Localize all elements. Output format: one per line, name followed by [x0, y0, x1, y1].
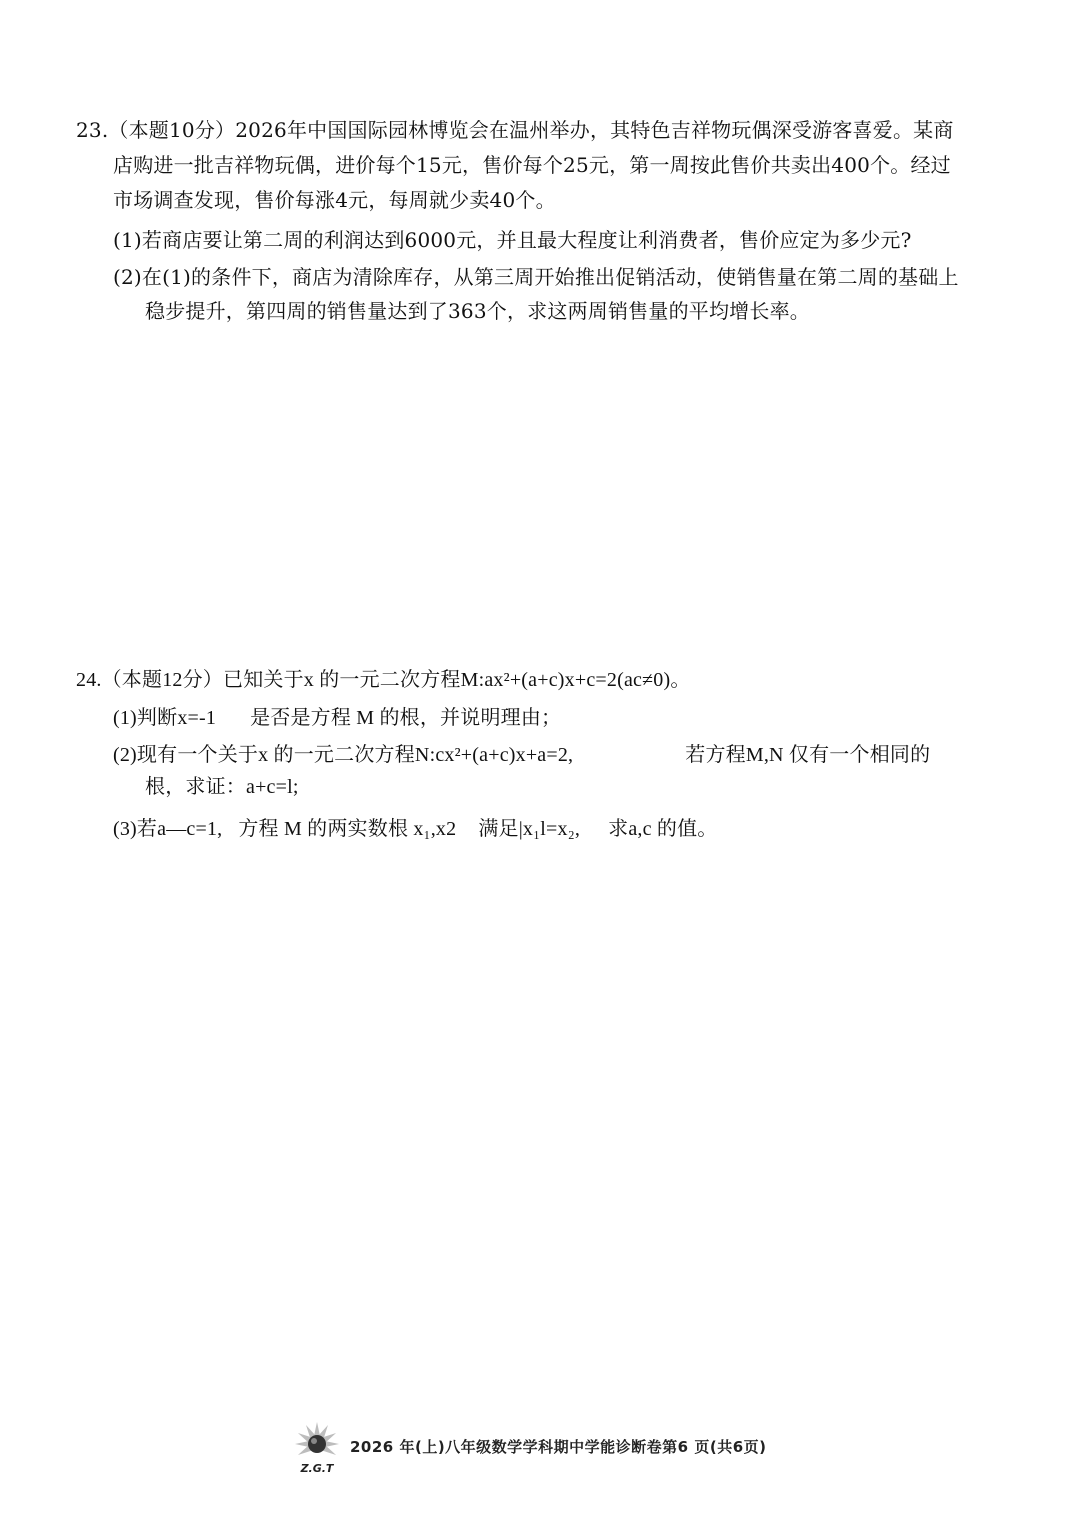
q24-part-2-text-a: (2)现有一个关于x 的一元二次方程N:cx²+(a+c)x+a=2, [113, 744, 574, 766]
q24-part-2-line-2: 根，求证：a+c=l; [145, 776, 299, 798]
q23-part-2-line-1: (2)在(1)的条件下，商店为清除库存，从第三周开始推出促销活动，使销售量在第二周的基础上 [113, 265, 959, 289]
q23-part-1: (1)若商店要让第二周的利润达到6000元，并且最大程度让利消费者，售价应定为多少元? [113, 228, 912, 252]
q24-part-3-text-d: 求a,c 的值。 [608, 818, 718, 840]
q23-part-2-line-2: 稳步提升，第四周的销售量达到了363个，求这两周销售量的平均增长率。 [145, 299, 810, 323]
q23-line-2: 店购进一批吉祥物玩偶，进价每个15元，售价每个25元，第一周按此售价共卖出400个。经过 [113, 153, 951, 177]
footer-page-info: 2026 年(上)八年级数学学科期中学能诊断卷第6 页(共6页) [350, 1438, 767, 1456]
q24-part-3-text-b: 方程 M 的两实数根 x₁,x2 [238, 818, 457, 840]
q24-part-3 [113, 816, 717, 842]
q24-part-2-text-b: 若方程M,N 仅有一个相同的 [685, 744, 931, 766]
q24-part-3-text-c: 满足|x₁l=x₂, [478, 818, 581, 840]
q24-line-1: 24.（本题12分）已知关于x 的一元二次方程M:ax²+(a+c)x+c=2(ac≠0)。 [76, 669, 691, 691]
zgt-logo-icon [288, 1418, 346, 1476]
q24-part-1-text-b: 是否是方程 M 的根，并说明理由； [250, 707, 562, 729]
page-footer [288, 1418, 808, 1488]
q24-part-1-text-a: (1)判断x=-1 [113, 707, 217, 729]
q24-part-1 [113, 705, 561, 731]
q23-line-3: 市场调查发现，售价每涨4元，每周就少卖40个。 [113, 188, 556, 212]
q23-line-1: 23.（本题10分）2026年中国国际园林博览会在温州举办，其特色吉祥物玩偶深受游客喜爱。某商 [76, 118, 954, 142]
logo-text: Z.G.T [300, 1462, 334, 1475]
q24-part-3-text-a: (3)若a—c=1, [113, 818, 223, 840]
q24-part-2-line-1 [113, 742, 930, 768]
